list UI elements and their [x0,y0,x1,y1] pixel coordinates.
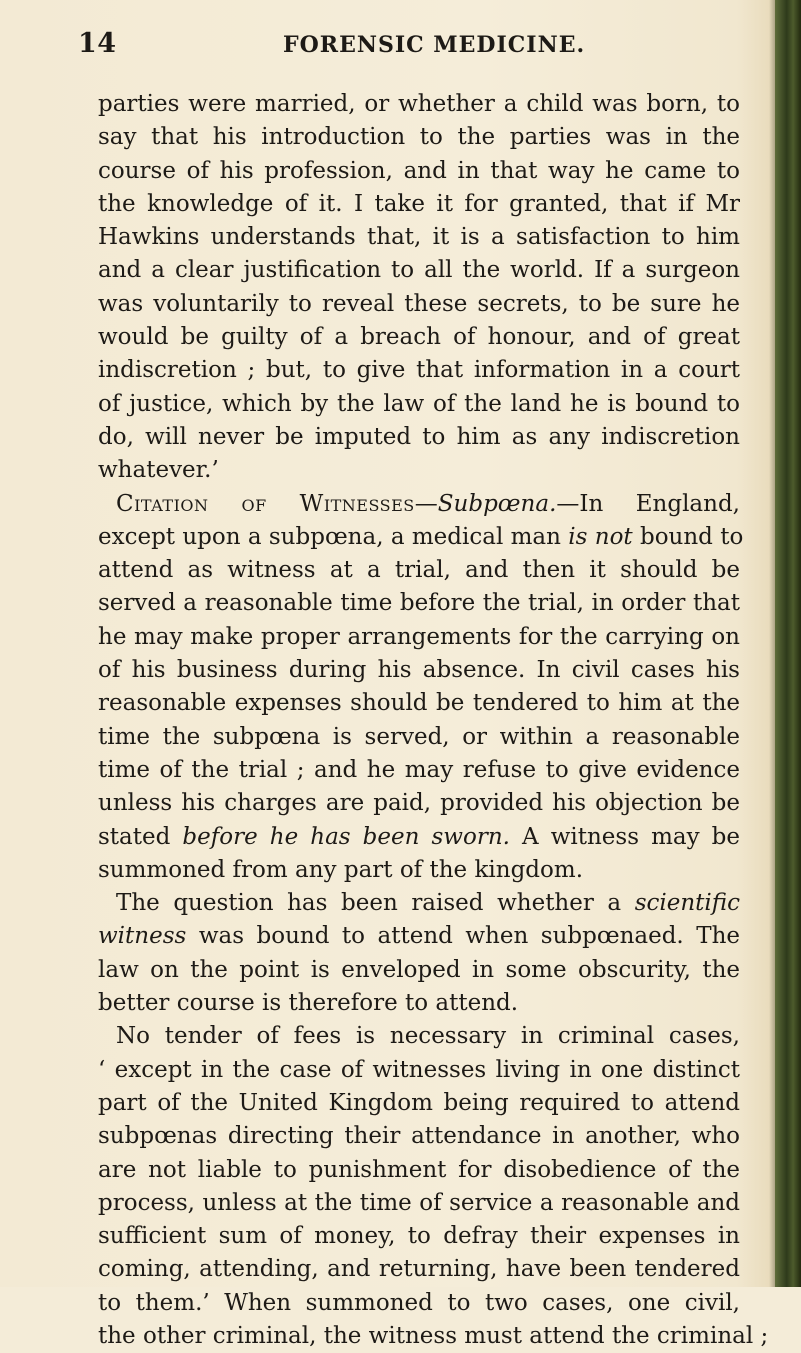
text-line: subpœnas directing their attendance in another, who [98,1123,740,1150]
text-line: attend as witness at a trial, and then it should be [98,557,740,584]
text-fragment: stated [98,823,183,850]
text-line: course of his profession, and in that way he came to [98,157,740,184]
emphasis-text: witness [98,923,187,950]
running-head: FORENSIC MEDICINE. [283,32,586,58]
text-line: of justice, which by the law of the land he is bound to [98,390,740,417]
text-line [98,821,740,854]
text-fragment: except upon a subpœna, a medical man [98,523,561,550]
text-line: parties were married, or whether a child was born, to [98,91,740,117]
emphasis-text: before he has been sworn. [182,823,510,850]
text-line: and a clear justification to all the world. If a surgeon [98,257,740,284]
text-line: coming, attending, and returning, have been tendered [98,1256,740,1283]
text-line: he may make proper arrangements for the carrying on [98,623,740,650]
text-line: time of the trial ; and he may refuse to give evidence [98,756,740,783]
text-line: law on the point is enveloped in some obscurity, the [98,956,740,983]
text-line [98,887,740,920]
text-line: unless his charges are paid, provided his objection be [98,790,740,817]
emphasis-text: scientific [634,890,741,917]
text-line [98,920,740,953]
text-fragment: bound to [632,523,744,550]
text-fragment: was bound to attend when subpœnaed. The [186,923,740,950]
emphasis-text: is not [568,523,633,550]
text-line: reasonable expenses should be tendered to him at the [98,690,740,717]
text-line: sufficient sum of money, to defray their expenses in [98,1223,740,1250]
text-line: was voluntarily to reveal these secrets, to be sure he [98,290,740,317]
text-line: of his business during his absence. In civil cases his [98,657,740,684]
text-line: time the subpœna is served, or within a reasonable [98,723,740,750]
text-line: served a reasonable time before the trial, in order that [98,590,740,617]
text-line: the knowledge of it. I take it for granted, that if Mr [98,190,740,217]
section-heading-line [98,488,740,521]
text-line: would be guilty of a breach of honour, and of great [98,324,740,351]
text-line: say that his introduction to the parties was in the [98,124,740,151]
page-number: 14 [78,28,117,59]
section-heading: Citation of Witnesses [116,490,415,517]
text-line: part of the United Kingdom being required to attend [98,1089,740,1116]
text-line: are not liable to punishment for disobedience of the [98,1156,740,1183]
heading-continuation: —In England, [556,490,740,517]
text-line: whatever.’ [98,457,219,484]
text-fragment: The question has been raised whether a [116,890,622,917]
body-text [98,88,769,1353]
text-line: ‘ except in the case of witnesses living in one distinct [98,1056,740,1083]
text-line: indiscretion ; but, to give that information in a court [98,357,740,384]
text-line: the other criminal, the witness must attend the criminal ; [98,1322,769,1349]
page-header [78,28,748,68]
text-line: process, unless at the time of service a reasonable and [98,1189,740,1216]
text-line: better course is therefore to attend. [98,990,519,1017]
text-line: to them.’ When summoned to two cases, one civil, [98,1289,740,1316]
text-fragment: A witness may be [509,823,740,850]
text-line: Hawkins understands that, it is a satisfaction to him [98,224,740,251]
em-dash: — [414,490,438,517]
text-line: do, will never be imputed to him as any indiscretion [98,423,740,450]
text-line: summoned from any part of the kingdom. [98,856,583,883]
text-line: No tender of fees is necessary in criminal cases, [116,1023,740,1050]
book-cover-edge [775,0,801,1287]
text-line [98,521,744,554]
subpoena-term: Subpœna. [437,490,557,517]
